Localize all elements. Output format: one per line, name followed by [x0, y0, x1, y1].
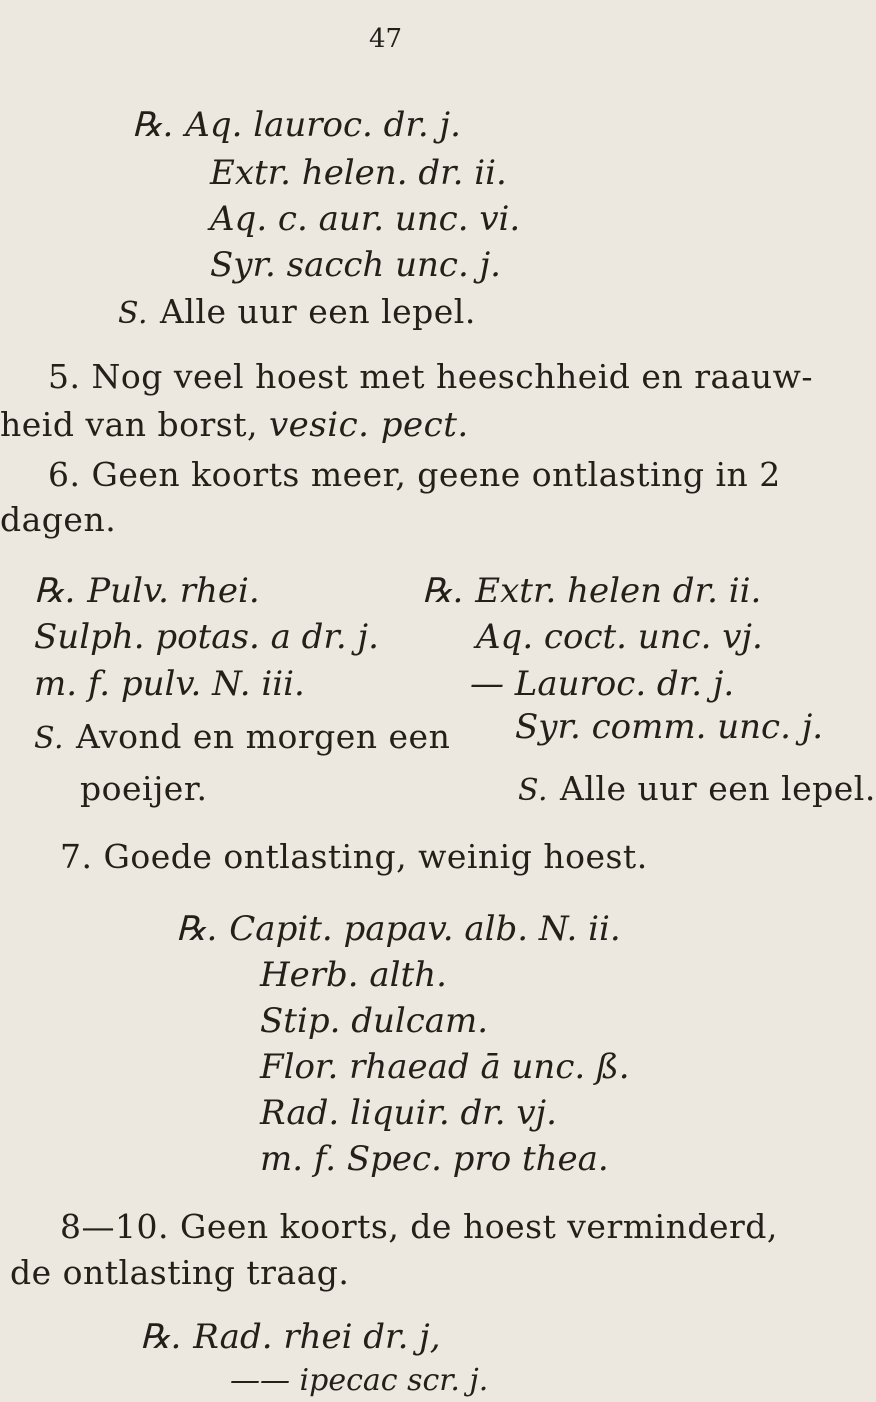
prescription-line: ℞. Capit. papav. alb. N. ii.	[176, 909, 621, 949]
prescription-line: m. f. Spec. pro thea.	[260, 1139, 609, 1179]
prescription-line-right: Syr. comm. unc. j.	[515, 707, 824, 747]
body-line: de ontlasting traag.	[10, 1253, 350, 1292]
instruction-line-right: S. Alle uur een lepel.	[518, 769, 876, 808]
body-line: heid van borst, vesic. pect.	[0, 405, 469, 445]
prescription-line-left: Sulph. potas. a dr. j.	[34, 617, 379, 657]
instruction-line: S. Alle uur een lepel.	[118, 292, 476, 331]
prescription-line: ℞. Rad. rhei dr. j,	[140, 1317, 441, 1357]
prescription-line-left: m. f. pulv. N. iii.	[34, 664, 305, 704]
signa-mark: S.	[518, 773, 549, 808]
body-line: 8—10. Geen koorts, de hoest verminderd,	[60, 1207, 778, 1246]
prescription-line: ℞. Aq. lauroc. dr. j.	[132, 105, 461, 145]
body-line: dagen.	[0, 500, 117, 539]
body-line: 6. Geen koorts meer, geene ontlasting in 2	[48, 455, 781, 494]
rx-symbol: ℞.	[176, 909, 218, 949]
prescription-line-right: ℞. Extr. helen dr. ii.	[422, 571, 762, 611]
prescription-line: Rad. liquir. dr. vj.	[260, 1093, 557, 1133]
prescription-line: Syr. sacch unc. j.	[210, 245, 501, 285]
prescription-line-left: ℞. Pulv. rhei.	[34, 571, 260, 611]
signa-mark: S.	[118, 296, 149, 331]
prescription-line: Flor. rhaead ā unc. ß.	[260, 1047, 630, 1087]
page-number: 47	[369, 24, 403, 54]
rx-symbol: ℞.	[34, 571, 76, 611]
prescription-line: —— ipecac scr. j.	[230, 1363, 489, 1398]
prescription-line: Aq. c. aur. unc. vi.	[210, 199, 521, 239]
prescription-line: Herb. alth.	[260, 955, 447, 995]
rx-symbol: ℞.	[422, 571, 464, 611]
body-line: 7. Goede ontlasting, weinig hoest.	[60, 837, 648, 876]
prescription-line-right: Aq. coct. unc. vj.	[476, 617, 763, 657]
signa-mark: S.	[34, 721, 65, 756]
italic-term: vesic. pect.	[268, 405, 469, 445]
prescription-line: Stip. dulcam.	[260, 1001, 489, 1041]
body-line: 5. Nog veel hoest met heeschheid en raauw-	[48, 357, 813, 396]
prescription-line: Extr. helen. dr. ii.	[210, 153, 507, 193]
rx-symbol: ℞.	[140, 1317, 182, 1357]
instruction-line-left: poeijer.	[80, 769, 208, 808]
rx-symbol: ℞.	[132, 105, 174, 145]
prescription-line-right: — Lauroc. dr. j.	[470, 664, 735, 704]
instruction-line-left: S. Avond en morgen een	[34, 717, 451, 756]
